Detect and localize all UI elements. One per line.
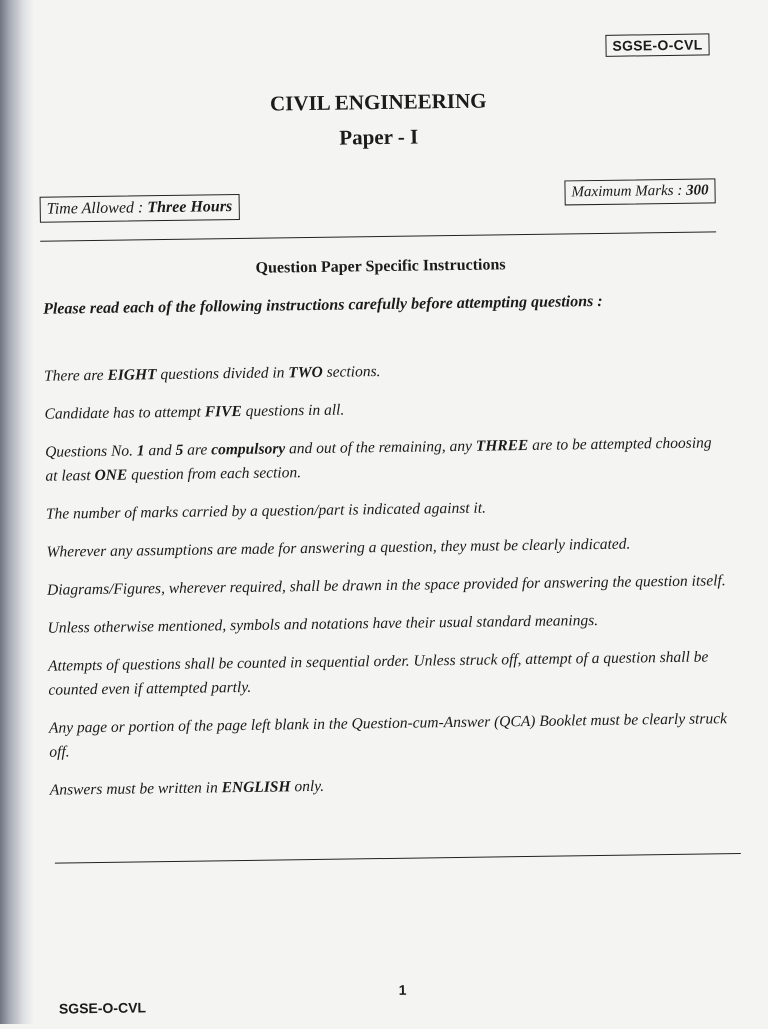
maximum-marks-box bbox=[564, 178, 715, 205]
instruction-item: Candidate has to attempt FIVE questions in all. bbox=[44, 401, 345, 423]
instruction-item: Diagrams/Figures, wherever required, shall be drawn in the space provided for answering the question itself. bbox=[46, 572, 726, 599]
time-allowed-value: Three Hours bbox=[147, 198, 233, 217]
read-first-note: Please read each of the following instructions carefully before attempting questions : bbox=[43, 292, 603, 318]
instructions-heading: Question Paper Specific Instructions bbox=[255, 256, 506, 277]
maximum-marks-value: 300 bbox=[685, 182, 709, 199]
instruction-item: The number of marks carried by a question/part is indicated against it. bbox=[45, 499, 487, 523]
instruction-item: Questions No. 1 and 5 are compulsory and out of the remaining, any THREE are to be attempted choosing at least ONE question from each section. bbox=[45, 434, 712, 485]
bottom-divider bbox=[55, 853, 741, 864]
paper-title: CIVIL ENGINEERING bbox=[269, 88, 487, 116]
maximum-marks-label: Maximum Marks : bbox=[571, 182, 687, 201]
instruction-item: Any page or portion of the page left blank in the Question-cum-Answer (QCA) Booklet must be clearly struck off. bbox=[48, 710, 728, 761]
instruction-item: Wherever any assumptions are made for answering a question, they must be clearly indicated. bbox=[46, 535, 631, 561]
paper-subtitle: Paper - I bbox=[339, 124, 419, 150]
instructions-list bbox=[44, 355, 732, 816]
page-number: 1 bbox=[398, 981, 407, 998]
top-divider bbox=[40, 231, 716, 241]
paper-code-badge: SGSE-O-CVL bbox=[605, 33, 709, 56]
instruction-item: There are EIGHT questions divided in TWO sections. bbox=[43, 363, 381, 385]
instruction-item: Unless otherwise mentioned, symbols and notations have their usual standard meanings. bbox=[47, 612, 599, 637]
time-allowed-box bbox=[40, 194, 240, 223]
instruction-item: Attempts of questions shall be counted in sequential order. Unless struck off, attempt of a question shall be counted even if attempted partly. bbox=[48, 648, 709, 699]
time-allowed-label: Time Allowed : bbox=[46, 199, 148, 218]
instruction-item: Answers must be written in ENGLISH only. bbox=[49, 777, 325, 799]
footer-paper-code: SGSE-O-CVL bbox=[58, 999, 147, 1017]
